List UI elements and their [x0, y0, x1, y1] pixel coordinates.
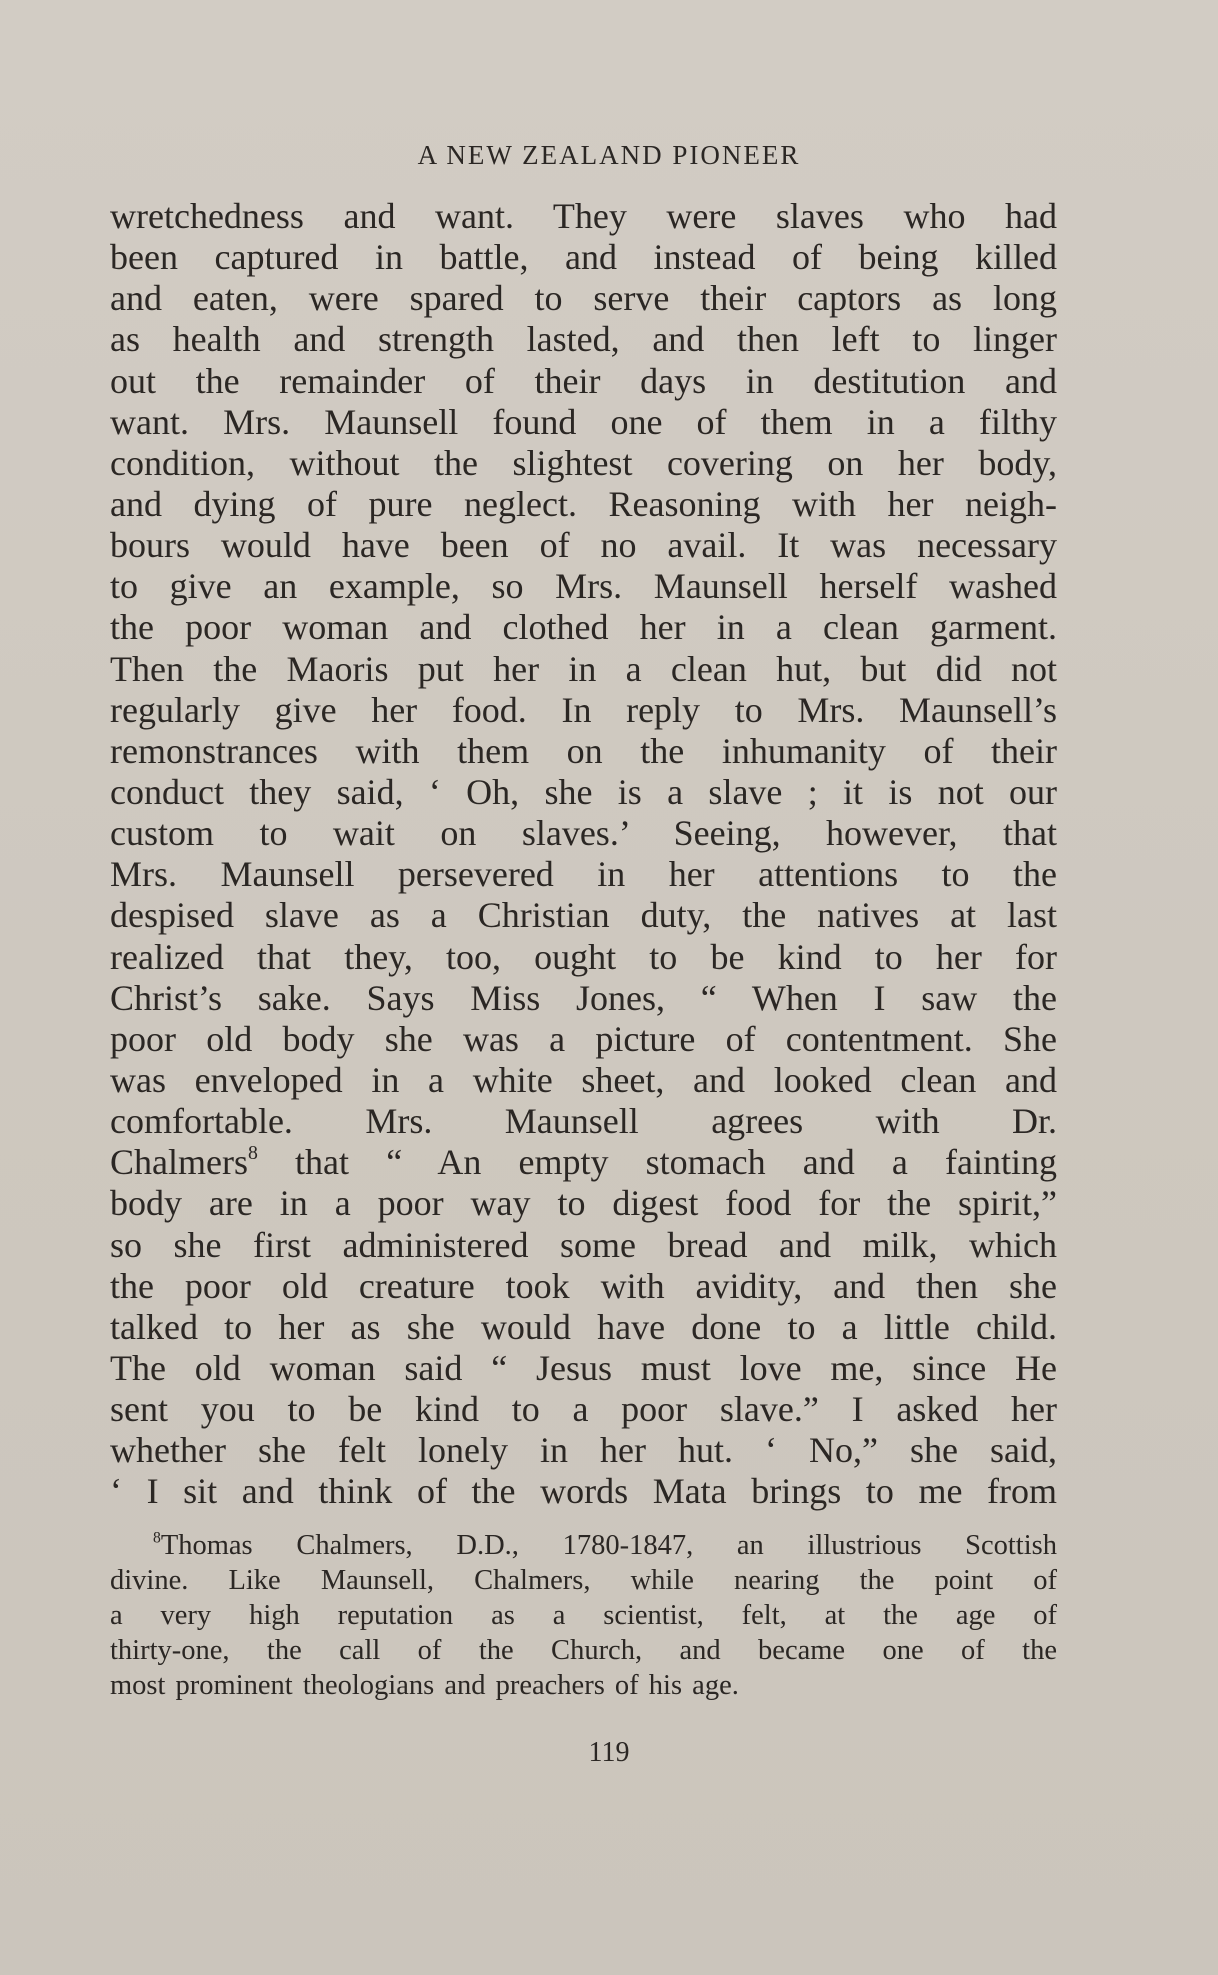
footnote [110, 1528, 1057, 1703]
text-line: and eaten, were spared to serve their captors as long [110, 278, 1057, 319]
text-line: ‘ I sit and think of the words Mata brings to me from [110, 1471, 1057, 1512]
text-line: talked to her as she would have done to a little child. [110, 1306, 1057, 1347]
text-line: to give an example, so Mrs. Maunsell herself washed [110, 566, 1057, 607]
footnote-line: a very high reputation as a scientist, felt, at the age of [110, 1600, 1057, 1631]
footnote-line: most prominent theologians and preachers of his age. [110, 1670, 739, 1701]
text-line: the poor woman and clothed her in a clean garment. [110, 607, 1057, 648]
page-number: 119 [588, 1737, 630, 1768]
text-line: as health and strength lasted, and then left to linger [110, 319, 1057, 360]
running-head: A NEW ZEALAND PIONEER [417, 140, 801, 170]
text-line: condition, without the slightest covering on her body, [110, 442, 1057, 483]
footnote-mark: 8 [153, 1529, 161, 1547]
text-line: Then the Maoris put her in a clean hut, but did not [110, 648, 1057, 689]
text-line: poor old body she was a picture of contentment. She [110, 1018, 1057, 1059]
text-line: and dying of pure neglect. Reasoning with her neigh- [110, 483, 1057, 524]
body-text [110, 196, 1057, 1513]
text-line: conduct they said, ‘ Oh, she is a slave ; it is not our [110, 771, 1057, 812]
text-line: want. Mrs. Maunsell found one of them in a filthy [110, 401, 1057, 442]
text-line: been captured in battle, and instead of being killed [110, 237, 1057, 278]
text-line: wretchedness and want. They were slaves who had [110, 196, 1057, 236]
footnote-text: Thomas Chalmers, D.D., 1780-1847, an illustrious Scottish [160, 1530, 1057, 1561]
text-line: realized that they, too, ought to be kind to her for [110, 936, 1057, 977]
text-line: out the remainder of their days in destitution and [110, 360, 1057, 401]
text-line-with-footnote-ref [110, 1142, 1057, 1183]
text-line: Christ’s sake. Says Miss Jones, “ When I saw the [110, 977, 1057, 1018]
chalmers-word: Chalmers [110, 1142, 248, 1183]
text-line: The old woman said “ Jesus must love me, since He [110, 1347, 1057, 1388]
text-line-rest: that “ An empty stomach and a fainting [295, 1142, 1058, 1183]
text-line: despised slave as a Christian duty, the natives at last [110, 895, 1057, 936]
footnote-line: thirty-one, the call of the Church, and became one of the [110, 1635, 1057, 1666]
footnote-line: divine. Like Maunsell, Chalmers, while nearing the point of [110, 1565, 1057, 1596]
text-line: Mrs. Maunsell persevered in her attentions to the [110, 854, 1057, 895]
text-line: body are in a poor way to digest food for the spirit,” [110, 1183, 1057, 1224]
text-line: regularly give her food. In reply to Mrs. Maunsell’s [110, 689, 1057, 730]
text-line: comfortable. Mrs. Maunsell agrees with Dr. [110, 1101, 1057, 1142]
text-line: the poor old creature took with avidity, and then she [110, 1265, 1057, 1306]
footnote-reference-mark: 8 [247, 1142, 258, 1165]
text-line: was enveloped in a white sheet, and looked clean and [110, 1059, 1057, 1100]
text-line: remonstrances with them on the inhumanity of their [110, 730, 1057, 771]
text-line: sent you to be kind to a poor slave.” I asked her [110, 1389, 1057, 1430]
footnote-line [110, 1528, 1057, 1563]
text-line: whether she felt lonely in her hut. ‘ No,” she said, [110, 1430, 1057, 1471]
text-line: so she first administered some bread and milk, which [110, 1224, 1057, 1265]
text-line: custom to wait on slaves.’ Seeing, however, that [110, 813, 1057, 854]
text-line: bours would have been of no avail. It was necessary [110, 525, 1057, 566]
